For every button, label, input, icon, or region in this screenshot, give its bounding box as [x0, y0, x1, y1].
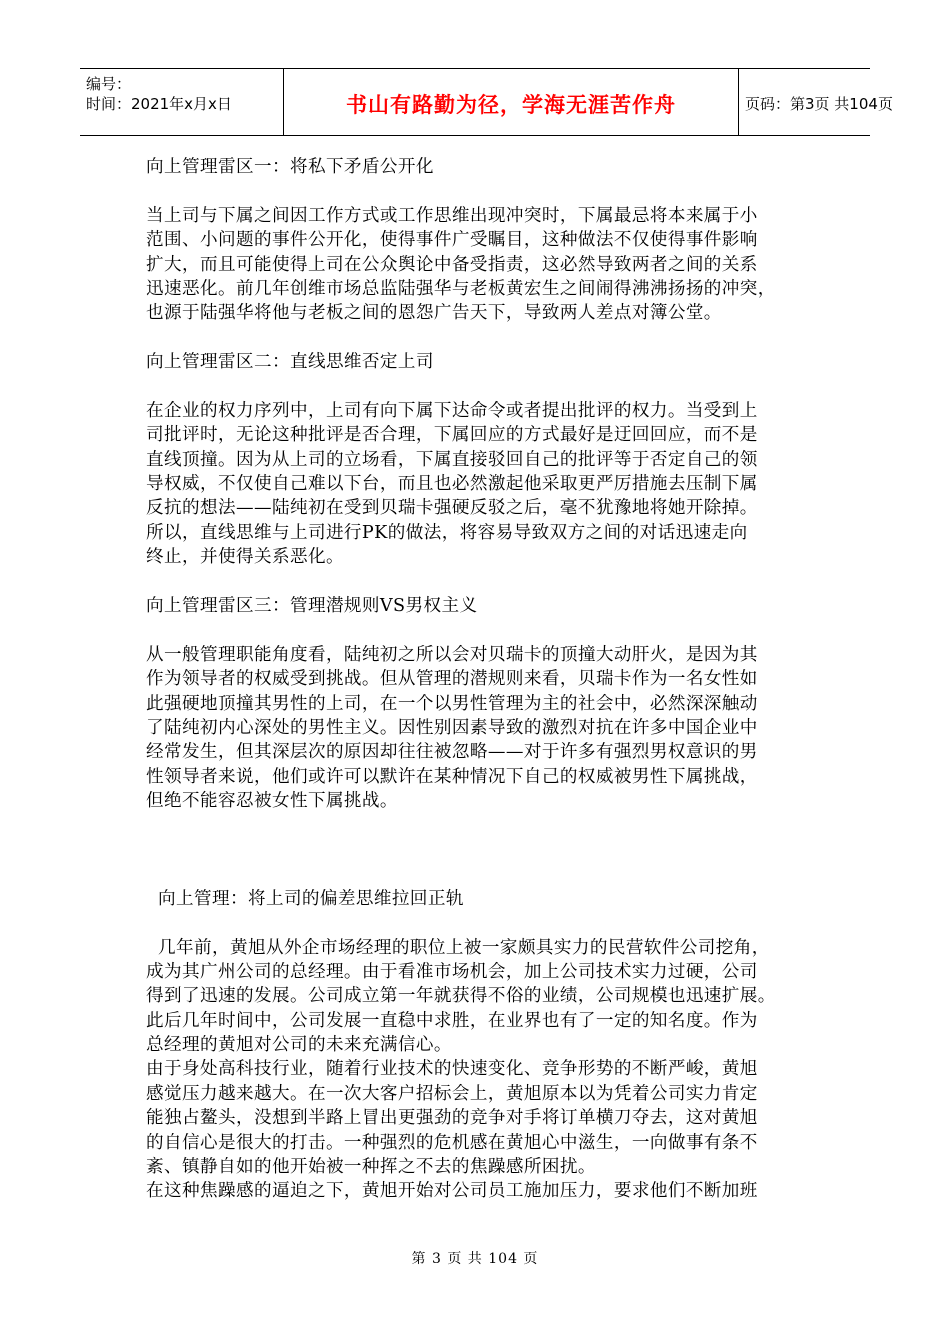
paragraph-line: 经常发生，但其深层次的原因却往往被忽略——对于许多有强烈男权意识的男: [146, 742, 758, 763]
paragraph-line: 作为领导者的权威受到挑战。但从管理的潜规则来看，贝瑞卡作为一名女性如: [146, 669, 758, 690]
paragraph-line: 感觉压力越来越大。在一次大客户招标会上，黄旭原本以为凭着公司实力肯定: [146, 1083, 758, 1104]
header-table: [80, 68, 893, 136]
paragraph-line: 在这种焦躁感的逼迫之下，黄旭开始对公司员工施加压力，要求他们不断加班: [146, 1181, 758, 1202]
paragraph-line: 紊、镇静自如的他开始被一种挥之不去的焦躁感所困扰。: [146, 1157, 596, 1178]
paragraph-line: 的自信心是很大的打击。一种强烈的危机感在黄旭心中滋生，一向做事有条不: [146, 1132, 758, 1153]
document-time: 时间：2021年x月x日: [86, 95, 232, 113]
section-title: 向上管理雷区一：将私下矛盾公开化: [146, 157, 434, 177]
paragraph-line: 司批评时，无论这种批评是否合理，下属回应的方式最好是迂回回应，而不是: [146, 425, 758, 446]
section-title: 向上管理雷区三：管理潜规则VS男权主义: [146, 596, 478, 617]
page-footer: 第 3 页 共 104 页: [411, 1251, 539, 1267]
section-title: 向上管理雷区二：直线思维否定上司: [146, 352, 434, 373]
paragraph-line: 能独占鳌头，没想到半路上冒出更强劲的竞争对手将订单横刀夺去，这对黄旭: [146, 1108, 758, 1129]
paragraph-line: 反抗的想法——陆纯初在受到贝瑞卡强硬反驳之后，毫不犹豫地将她开除掉。: [146, 498, 758, 519]
paragraph-line: 迅速恶化。前几年创维市场总监陆强华与老板黄宏生之间闹得沸沸扬扬的冲突，: [146, 278, 776, 299]
paragraph-line: 范围、小问题的事件公开化，使得事件广受瞩目，这种做法不仅使得事件影响: [146, 230, 758, 251]
paragraph-line: 此强硬地顶撞其男性的上司，在一个以男性管理为主的社会中，必然深深触动: [146, 693, 758, 714]
paragraph-line: 总经理的黄旭对公司的未来充满信心。: [146, 1035, 452, 1056]
paragraph-line: 但绝不能容忍被女性下属挑战。: [146, 791, 398, 812]
header-motto-cell: [284, 69, 739, 135]
document-body: [146, 155, 818, 1204]
header-meta-cell: [80, 69, 284, 135]
paragraph-line: 几年前，黄旭从外企市场经理的职位上被一家颇具实力的民营软件公司挖角，: [146, 937, 770, 958]
header-motto: 书山有路勤为径，学海无涯苦作舟: [346, 93, 676, 117]
article-title: 向上管理：将上司的偏差思维拉回正轨: [146, 888, 464, 909]
paragraph-line: 也源于陆强华将他与老板之间的恩怨广告天下，导致两人差点对簿公堂。: [146, 303, 722, 324]
paragraph-line: 在企业的权力序列中，上司有向下属下达命令或者提出批评的权力。当受到上: [146, 400, 758, 421]
document-number: 编号：: [86, 75, 132, 93]
paragraph-line: 得到了迅速的发展。公司成立第一年就获得不俗的业绩，公司规模也迅速扩展。: [146, 986, 776, 1007]
paragraph-line: 当上司与下属之间因工作方式或工作思维出现冲突时，下属最忌将本来属于小: [146, 205, 758, 226]
paragraph-line: 从一般管理职能角度看，陆纯初之所以会对贝瑞卡的顶撞大动肝火，是因为其: [146, 644, 758, 665]
paragraph-line: 扩大，而且可能使得上司在公众舆论中备受指责，这必然导致两者之间的关系: [146, 254, 758, 275]
header-page-number: 页码：第3页 共104页: [745, 95, 893, 113]
paragraph-line: 导权威，不仅使自己难以下台，而且也必然激起他采取更严厉措施去压制下属: [146, 474, 758, 495]
paragraph-line: 终止，并使得关系恶化。: [146, 547, 344, 568]
paragraph-line: 此后几年时间中，公司发展一直稳中求胜，在业界也有了一定的知名度。作为: [146, 1010, 758, 1031]
header-page-cell: [739, 69, 893, 135]
paragraph-line: 了陆纯初内心深处的男性主义。因性别因素导致的激烈对抗在许多中国企业中: [146, 717, 758, 738]
paragraph-line: 由于身处高科技行业，随着行业技术的快速变化、竞争形势的不断严峻，黄旭: [146, 1059, 758, 1080]
paragraph-line: 直线顶撞。因为从上司的立场看，下属直接驳回自己的批评等于否定自己的领: [146, 449, 758, 470]
paragraph-line: 性领导者来说，他们或许可以默许在某种情况下自己的权威被男性下属挑战，: [146, 766, 758, 787]
paragraph-line: 所以，直线思维与上司进行PK的做法，将容易导致双方之间的对话迅速走向: [146, 522, 748, 543]
paragraph-line: 成为其广州公司的总经理。由于看准市场机会，加上公司技术实力过硬，公司: [146, 961, 758, 982]
